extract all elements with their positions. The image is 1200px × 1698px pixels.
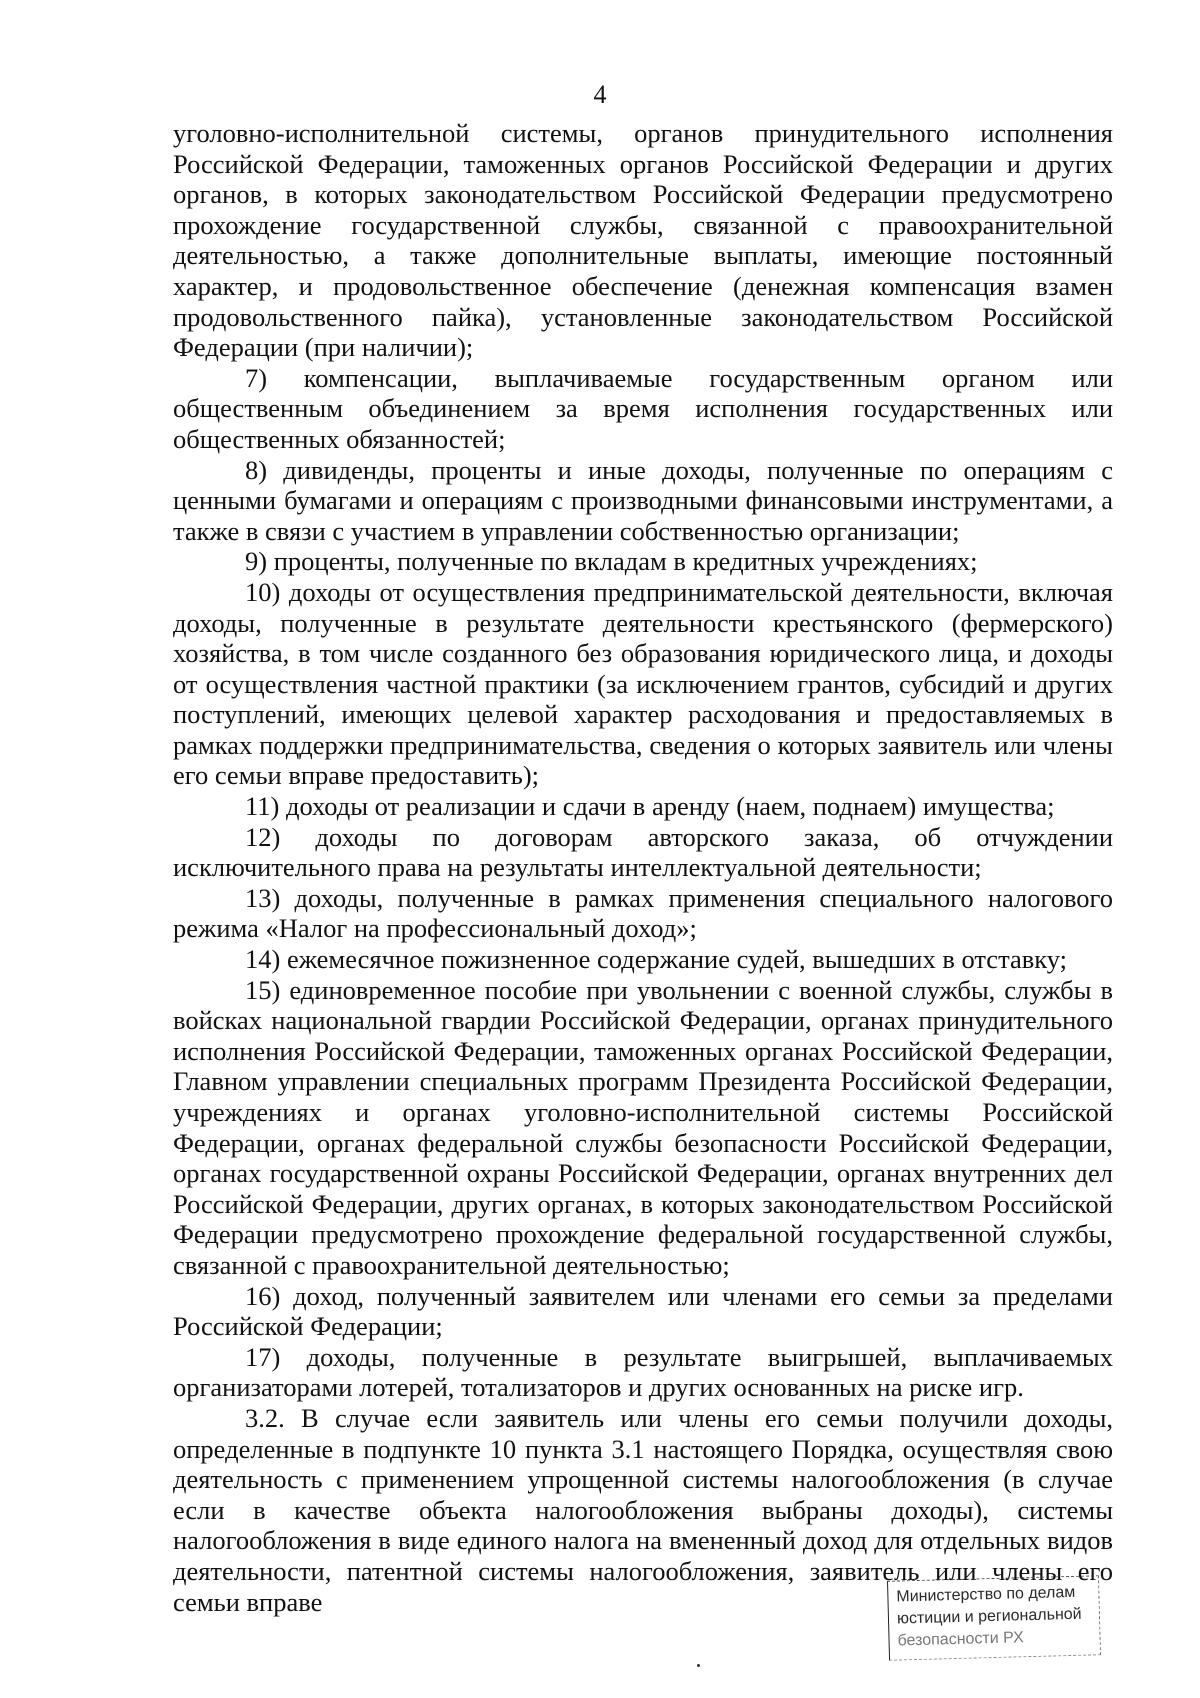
ministry-stamp [887,1575,1101,1661]
list-item-12: 12) доходы по договорам авторского заказа, об отчуждении исключительного права на результаты интеллектуальной деятельности; [173,821,1113,883]
list-item-17: 17) доходы, полученные в результате выигрышей, выплачиваемых организаторами лотерей, тотализаторов и других основанных на риске игр. [173,1341,1113,1403]
list-item-9: 9) проценты, полученные по вкладам в кредитных учреждениях; [245,546,978,577]
stamp-line-3: безопасности РХ [897,1629,1024,1650]
list-item-7: 7) компенсации, выплачиваемые государственным органом или общественным объединением за время исполнения государственных или общественных обязанностей; [173,362,1113,454]
list-item-14: 14) ежемесячное пожизненное содержание судей, вышедших в отставку; [245,944,1068,975]
page-number: 4 [593,80,607,109]
list-item-8: 8) дивиденды, проценты и иные доходы, полученные по операциям с ценными бумагами и операциям с производными финансовыми инструментами, а также в связи с участием в управлении собственностью организации; [173,454,1113,546]
section-3-2-paragraph: 3.2. В случае если заявитель или члены его семьи получили доходы, определенные в подпункте 10 пункта 3.1 настоящего Порядка, осуществляя свою деятельность с применением упрощенной системы налогообложения (в случае если в качестве объекта налогообложения выбраны доходы), системы налогообложения в виде единого налога на вмененный доход для отдельных видов деятельности, патентной системы налогообложения, заявитель или члены его семьи вправе [173,1402,1113,1617]
stamp-line-2: юстиции и региональной [896,1605,1082,1628]
paragraph-continuation: уголовно-исполнительной системы, органов принудительного исполнения Российской Федерации, таможенных органов Российской Федерации и других органов, в которых законодательством Российской Федерации предусмотрено прохождение государственной службы, связанной с правоохранительной деятельностью, а также дополнительные выплаты, имеющие постоянный характер, и продовольственное обеспечение (денежная компенсация взамен продовольственного пайка), установленные законодательством Российской Федерации (при наличии); [173,118,1113,363]
list-item-15: 15) единовременное пособие при увольнении с военной службы, службы в войсках национальной гвардии Российской Федерации, органах принудительного исполнения Российской Федерации, таможенных органах Российской Федерации, Главном управлении специальных программ Президента Российской Федерации, учреждениях и органах уголовно-исполнительной системы Российской Федерации, органах федеральной службы безопасности Российской Федерации, органах государственной охраны Российской Федерации, органах внутренних дел Российской Федерации, других органах, в которых законодательством Российской Федерации предусмотрено прохождение федеральной государственной службы, связанной с правоохранительной деятельностью; [173,974,1113,1280]
list-item-16: 16) доход, полученный заявителем или членами его семьи за пределами Российской Федерации; [173,1280,1113,1342]
document-body [173,118,1113,1617]
list-item-13: 13) доходы, полученные в рамках применения специального налогового режима «Налог на профессиональный доход»; [173,882,1113,944]
list-item-11: 11) доходы от реализации и сдачи в аренду (наем, поднаем) имущества; [245,791,1055,822]
scan-speck [697,1664,700,1667]
stamp-line-1: Министерство по делам [896,1583,1076,1606]
list-item-10: 10) доходы от осуществления предпринимательской деятельности, включая доходы, полученные в результате деятельности крестьянского (фермерского) хозяйства, в том числе созданного без образования юридического лица, и доходы от осуществления частной практики (за исключением грантов, субсидий и других поступлений, имеющих целевой характер расходования и предоставляемых в рамках поддержки предпринимательства, сведения о которых заявитель или члены его семьи вправе предоставить); [173,576,1113,791]
